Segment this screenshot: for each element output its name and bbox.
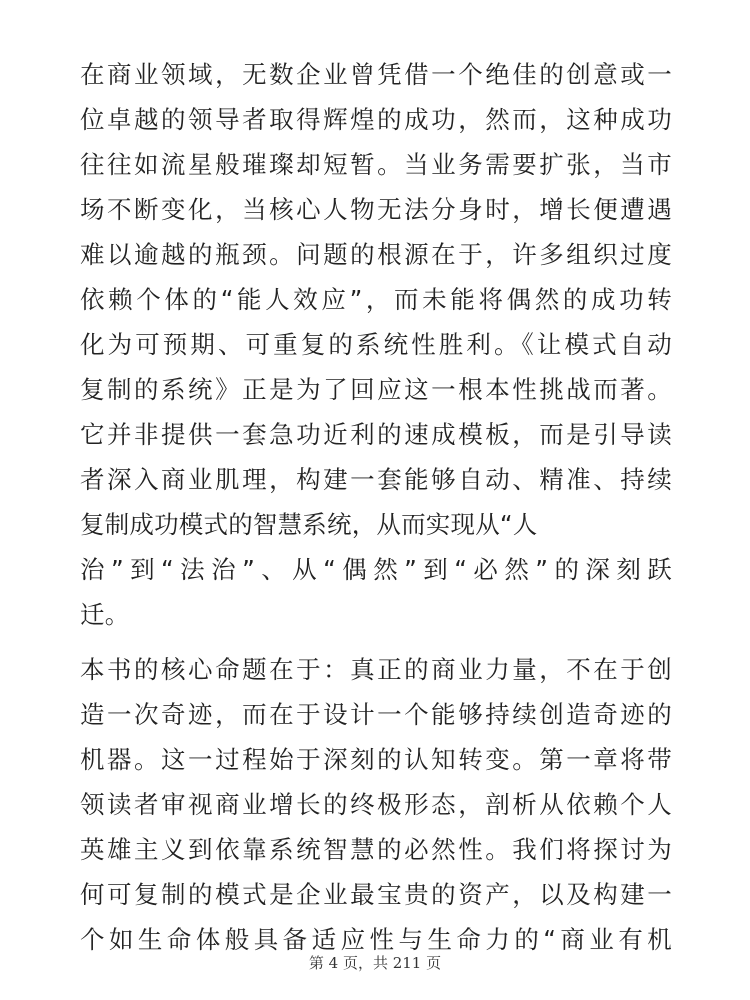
paragraph-2 bbox=[80, 647, 672, 962]
text-line: 往往如流星般璀璨却短暂。当业务需要扩张，当市 bbox=[80, 150, 672, 179]
text-line: 复制的系统》正是为了回应这一根本性挑战而著。 bbox=[80, 375, 672, 404]
text-line: 本书的核心命题在于：真正的商业力量，不在于创 bbox=[80, 655, 672, 684]
page-number-footer: 第 4 页，共 211 页 bbox=[308, 954, 442, 972]
text-line: 何可复制的模式是企业最宝贵的资产，以及构建一 bbox=[80, 880, 672, 909]
text-line: 化为可预期、可重复的系统性胜利。《让模式自动 bbox=[80, 330, 672, 359]
text-line: 领读者审视商业增长的终极形态，剖析从依赖个人 bbox=[80, 790, 672, 819]
text-line: 复制成功模式的智慧系统，从而实现从“人 bbox=[80, 510, 538, 539]
text-line: 迁。 bbox=[80, 600, 130, 629]
text-line: 场不断变化，当核心人物无法分身时，增长便遭遇 bbox=[80, 195, 672, 224]
text-line: 位卓越的领导者取得辉煌的成功，然而，这种成功 bbox=[80, 105, 672, 134]
paragraph-1 bbox=[80, 52, 672, 637]
text-line: 者深入商业肌理，构建一套能够自动、精准、持续 bbox=[80, 465, 672, 494]
text-line: 治”到“法治”、从“偶然”到“必然”的深刻跃 bbox=[80, 555, 672, 584]
text-line: 依赖个体的“能人效应”，而未能将偶然的成功转 bbox=[80, 285, 672, 314]
text-line: 个如生命体般具备适应性与生命力的“商业有机 bbox=[80, 925, 672, 954]
document-body bbox=[80, 52, 672, 972]
text-line: 机器。这一过程始于深刻的认知转变。第一章将带 bbox=[80, 745, 672, 774]
text-line: 英雄主义到依靠系统智慧的必然性。我们将探讨为 bbox=[80, 835, 672, 864]
text-line: 它并非提供一套急功近利的速成模板，而是引导读 bbox=[80, 420, 672, 449]
text-line: 造一次奇迹，而在于设计一个能够持续创造奇迹的 bbox=[80, 700, 672, 729]
text-line: 在商业领域，无数企业曾凭借一个绝佳的创意或一 bbox=[80, 60, 672, 89]
text-line: 难以逾越的瓶颈。问题的根源在于，许多组织过度 bbox=[80, 240, 672, 269]
